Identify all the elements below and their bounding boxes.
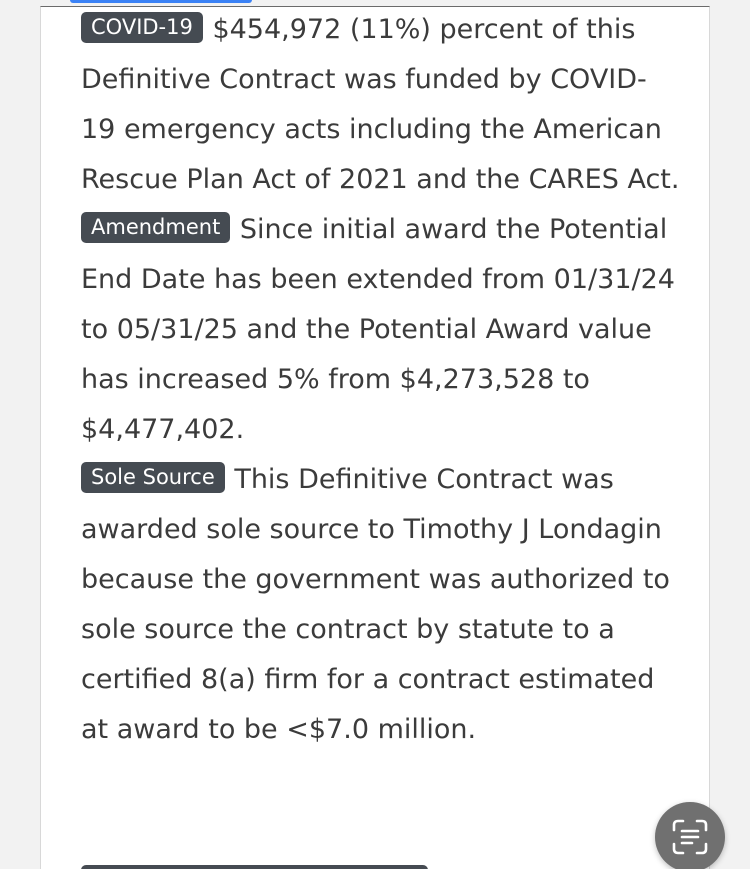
covid-paragraph bbox=[81, 5, 681, 205]
sole-source-paragraph bbox=[81, 455, 681, 755]
sole-source-text: This Definitive Contract was awarded sole source to Timothy J Londagin because the government was authorized to sole source the contract by statute to a certified 8(a) firm for a contract estimated at award to be <$7.0 million. bbox=[81, 464, 670, 745]
active-tab-indicator bbox=[70, 0, 252, 3]
contract-summary bbox=[81, 5, 681, 755]
sole-source-badge: Sole Source bbox=[81, 462, 225, 493]
amendment-text: Since initial award the Potential End Date has been extended from 01/31/24 to 05/31/25 and the Potential Award value has increased 5% from $4,273,528 to $4,477,402. bbox=[81, 214, 675, 445]
amendment-badge: Amendment bbox=[81, 212, 230, 243]
text-scan-icon bbox=[670, 817, 710, 857]
text-scan-button[interactable] bbox=[655, 802, 725, 869]
amendment-paragraph bbox=[81, 205, 681, 455]
covid-badge: COVID-19 bbox=[81, 12, 203, 43]
covid-text: $454,972 (11%) percent of this Definitive Contract was funded by COVID-19 emergency acts including the American Rescue Plan Act of 2021 and the CARES Act. bbox=[81, 14, 680, 195]
next-badge-partial bbox=[81, 865, 428, 869]
